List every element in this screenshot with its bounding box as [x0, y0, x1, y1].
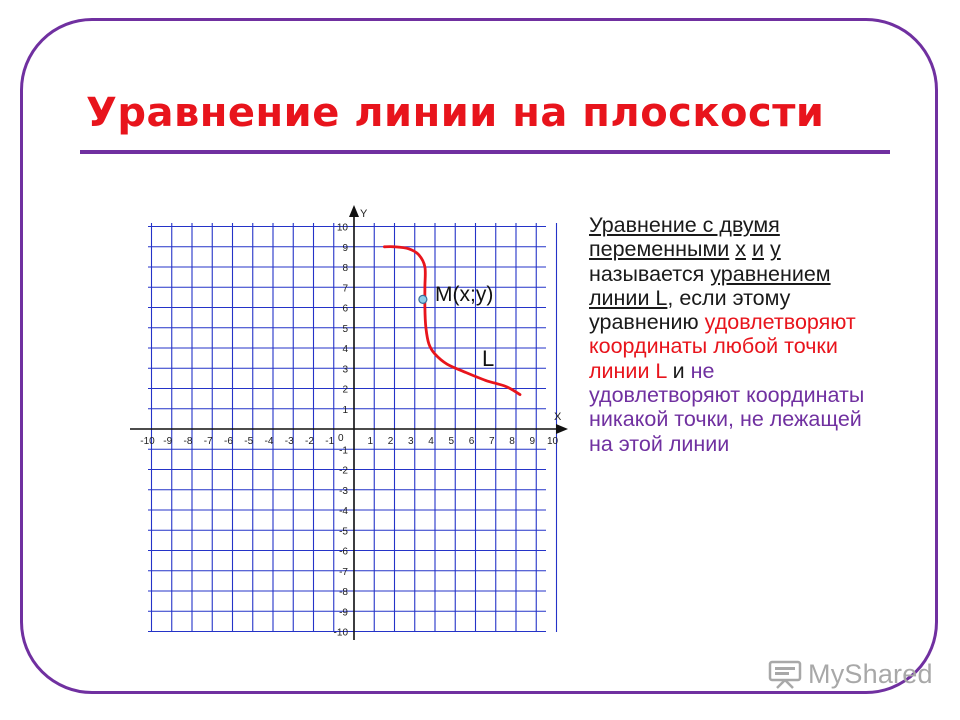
y-tick-label: 7	[342, 283, 348, 295]
point-m-label: M(x;y)	[435, 283, 494, 306]
desc-line10: на этой линии	[589, 431, 730, 456]
grid-lines	[148, 223, 557, 632]
y-tick-label: 5	[342, 323, 348, 335]
desc-line5-satisfy: удовлетворяют	[704, 310, 856, 335]
x-tick-label: 2	[387, 436, 394, 447]
x-tick-label: 6	[468, 436, 475, 447]
watermark	[768, 656, 933, 692]
watermark-label: MyShared	[808, 658, 933, 689]
desc-line7-not: не	[690, 358, 715, 383]
y-tick-label: 4	[342, 344, 348, 355]
y-tick-label: -1	[339, 445, 348, 457]
y-tick-label: -4	[339, 506, 348, 517]
slide-title: Уравнение линии на плоскости	[86, 90, 825, 136]
desc-and-2: и	[672, 358, 685, 383]
y-tick-label: -8	[339, 587, 348, 598]
x-tick-label: 5	[448, 436, 455, 447]
y-tick-label: 9	[342, 242, 348, 254]
y-tick-label: -7	[339, 566, 348, 578]
y-tick-label: -10	[333, 627, 348, 639]
y-tick-label: -5	[339, 526, 348, 538]
y-tick-label: 8	[342, 263, 348, 274]
y-tick-label: 2	[342, 384, 348, 396]
x-tick-label: -4	[264, 436, 274, 447]
desc-and-1: и	[751, 237, 764, 262]
x-tick-label: -2	[305, 436, 314, 447]
y-tick-label: 1	[342, 404, 348, 416]
x-tick-label: 9	[529, 436, 536, 447]
x-tick-label: -3	[284, 436, 294, 447]
x-tick-label: -9	[163, 436, 173, 447]
y-tick-label: 10	[336, 222, 348, 234]
y-tick-label: -2	[339, 465, 348, 477]
y-axis-label: Y	[360, 208, 368, 220]
y-axis-arrow	[349, 205, 359, 217]
desc-line4-rest: , если этому	[667, 285, 791, 310]
y-tick-label: 3	[342, 364, 348, 376]
x-tick-label: -5	[244, 436, 254, 447]
y-tick-label: 6	[342, 303, 348, 315]
x-tick-label: -10	[140, 436, 155, 447]
desc-line7-line-l: линии L	[589, 358, 667, 383]
x-tick-label: -8	[183, 436, 193, 447]
presentation-board-icon	[768, 659, 802, 689]
curve-L	[384, 247, 520, 395]
x-tick-label: 4	[428, 436, 434, 447]
desc-line6: координаты любой точки	[589, 334, 838, 359]
desc-line9: никакой точки, не лежащей	[589, 407, 862, 432]
x-tick-label: -1	[325, 436, 335, 447]
axes	[130, 205, 568, 640]
y-tick-label: -3	[339, 485, 348, 497]
y-tick-label: -6	[339, 546, 348, 558]
x-axis-label: X	[554, 411, 562, 423]
desc-line8: удовлетворяют координаты	[589, 383, 865, 408]
curve-L-label: L	[482, 346, 495, 371]
desc-line4-line-l: линии L	[589, 285, 668, 310]
desc-line2-variables: переменными	[589, 237, 730, 262]
desc-line1: Уравнение с двумя	[589, 213, 780, 237]
definition-text	[589, 213, 919, 456]
point-m	[419, 295, 427, 303]
desc-line3-called: называется	[589, 261, 705, 286]
desc-var-y: y	[769, 237, 781, 262]
origin-label: 0	[338, 433, 344, 444]
desc-line3-equation: уравнением	[710, 261, 831, 286]
desc-line5-equation: уравнению	[589, 310, 699, 335]
x-axis-arrow	[556, 424, 568, 434]
x-tick-label: -6	[224, 436, 233, 447]
y-tick-label: -9	[339, 607, 348, 619]
desc-var-x: x	[735, 237, 746, 262]
x-tick-label: 8	[509, 436, 515, 447]
x-tick-label: 7	[488, 436, 495, 447]
x-tick-label: 1	[367, 436, 374, 447]
x-tick-label: 3	[407, 436, 414, 447]
x-tick-label: -7	[203, 436, 213, 447]
x-tick-label: 10	[546, 436, 559, 447]
